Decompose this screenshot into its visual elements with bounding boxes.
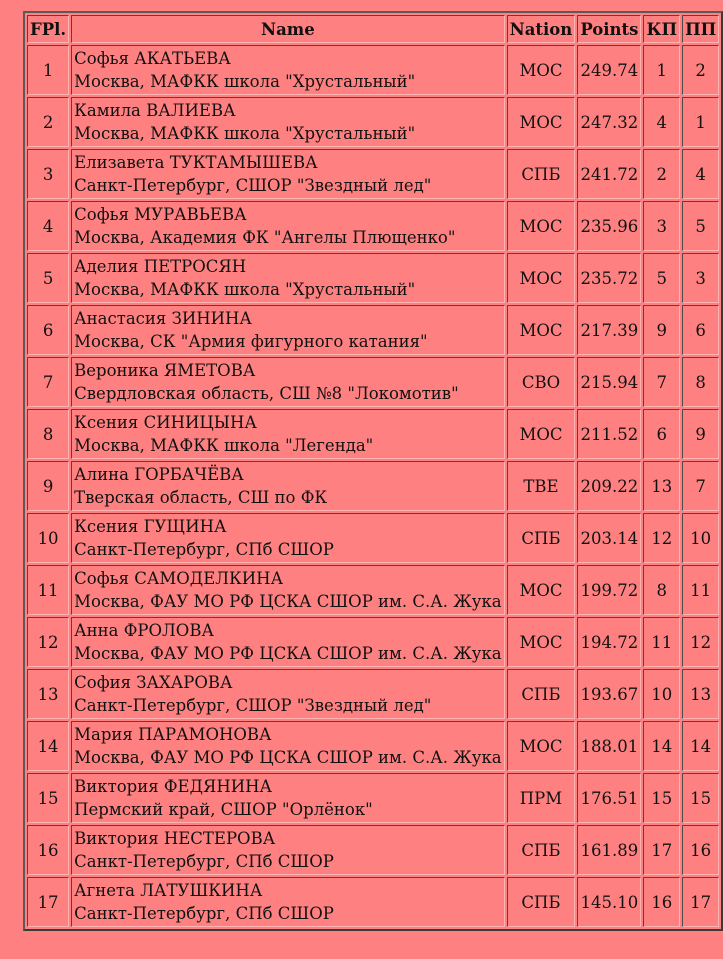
name-cell [71, 409, 505, 459]
skater-name: София ЗАХАРОВА [74, 673, 233, 692]
points-cell: 209.22 [577, 461, 641, 511]
skater-name: Аделия ПЕТРОСЯН [74, 257, 247, 276]
nation-cell: СПБ [507, 825, 576, 875]
skater-club: Москва, СК "Армия фигурного катания" [74, 332, 428, 351]
nation-cell: ПРМ [507, 773, 576, 823]
skater-name: Вероника ЯМЕТОВА [74, 361, 256, 380]
points-cell: 193.67 [577, 669, 641, 719]
skater-name: Софья АКАТЬЕВА [74, 49, 231, 68]
name-cell [71, 617, 505, 667]
short-program-rank-cell: 2 [643, 149, 680, 199]
table-header [27, 15, 719, 43]
table-row [27, 773, 719, 823]
skater-name: Софья МУРАВЬЕВА [74, 205, 247, 224]
skater-name: Анна ФРОЛОВА [74, 621, 214, 640]
skater-club: Москва, Академия ФК "Ангелы Плющенко" [74, 228, 456, 247]
place-cell: 14 [27, 721, 69, 771]
free-program-rank-cell: 11 [682, 565, 719, 615]
skater-club: Санкт-Петербург, СШОР "Звездный лед" [74, 176, 432, 195]
skater-club: Санкт-Петербург, СШОР "Звездный лед" [74, 696, 432, 715]
place-cell: 5 [27, 253, 69, 303]
short-program-rank-cell: 8 [643, 565, 680, 615]
place-cell: 3 [27, 149, 69, 199]
name-cell [71, 825, 505, 875]
free-program-rank-cell: 7 [682, 461, 719, 511]
table-row [27, 149, 719, 199]
skater-name: Агнета ЛАТУШКИНА [74, 881, 263, 900]
skater-name: Ксения СИНИЦЫНА [74, 413, 257, 432]
skater-name: Камила ВАЛИЕВА [74, 101, 236, 120]
name-cell [71, 253, 505, 303]
short-program-rank-cell: 16 [643, 877, 680, 927]
name-cell [71, 305, 505, 355]
table-row [27, 617, 719, 667]
table-body [27, 45, 719, 927]
points-cell: 241.72 [577, 149, 641, 199]
free-program-rank-cell: 15 [682, 773, 719, 823]
skater-name: Мария ПАРАМОНОВА [74, 725, 272, 744]
nation-cell: МОС [507, 97, 576, 147]
short-program-rank-cell: 9 [643, 305, 680, 355]
name-cell [71, 461, 505, 511]
name-cell [71, 97, 505, 147]
points-cell: 188.01 [577, 721, 641, 771]
points-cell: 176.51 [577, 773, 641, 823]
place-cell: 13 [27, 669, 69, 719]
table-row [27, 409, 719, 459]
short-program-rank-cell: 10 [643, 669, 680, 719]
free-program-rank-cell: 1 [682, 97, 719, 147]
points-cell: 215.94 [577, 357, 641, 407]
skater-club: Москва, ФАУ МО РФ ЦСКА СШОР им. С.А. Жука [74, 748, 502, 767]
short-program-rank-cell: 12 [643, 513, 680, 563]
place-cell: 1 [27, 45, 69, 95]
short-program-rank-cell: 1 [643, 45, 680, 95]
free-program-rank-cell: 16 [682, 825, 719, 875]
free-program-rank-cell: 3 [682, 253, 719, 303]
skater-name: Алина ГОРБАЧЁВА [74, 465, 244, 484]
name-cell [71, 45, 505, 95]
table-row [27, 45, 719, 95]
place-cell: 2 [27, 97, 69, 147]
nation-cell: МОС [507, 617, 576, 667]
name-cell [71, 669, 505, 719]
table-row [27, 305, 719, 355]
name-cell [71, 773, 505, 823]
free-program-rank-cell: 8 [682, 357, 719, 407]
name-cell [71, 149, 505, 199]
table-row [27, 97, 719, 147]
table-row [27, 201, 719, 251]
nation-cell: СВО [507, 357, 576, 407]
skater-name: Софья САМОДЕЛКИНА [74, 569, 284, 588]
points-cell: 161.89 [577, 825, 641, 875]
short-program-rank-cell: 13 [643, 461, 680, 511]
nation-cell: СПБ [507, 513, 576, 563]
skater-club: Москва, ФАУ МО РФ ЦСКА СШОР им. С.А. Жука [74, 644, 502, 663]
header-pp: ПП [682, 15, 719, 43]
points-cell: 194.72 [577, 617, 641, 667]
skater-name: Елизавета ТУКТАМЫШЕВА [74, 153, 318, 172]
short-program-rank-cell: 11 [643, 617, 680, 667]
header-row [27, 15, 719, 43]
skater-name: Виктория НЕСТЕРОВА [74, 829, 276, 848]
table-row [27, 669, 719, 719]
points-cell: 211.52 [577, 409, 641, 459]
results-table-container [23, 11, 723, 931]
nation-cell: МОС [507, 565, 576, 615]
free-program-rank-cell: 10 [682, 513, 719, 563]
name-cell [71, 721, 505, 771]
nation-cell: СПБ [507, 877, 576, 927]
nation-cell: ТВЕ [507, 461, 576, 511]
free-program-rank-cell: 9 [682, 409, 719, 459]
short-program-rank-cell: 14 [643, 721, 680, 771]
place-cell: 6 [27, 305, 69, 355]
skater-club: Пермский край, СШОР "Орлёнок" [74, 800, 373, 819]
nation-cell: МОС [507, 305, 576, 355]
points-cell: 249.74 [577, 45, 641, 95]
points-cell: 199.72 [577, 565, 641, 615]
free-program-rank-cell: 13 [682, 669, 719, 719]
short-program-rank-cell: 15 [643, 773, 680, 823]
points-cell: 145.10 [577, 877, 641, 927]
short-program-rank-cell: 4 [643, 97, 680, 147]
free-program-rank-cell: 14 [682, 721, 719, 771]
points-cell: 247.32 [577, 97, 641, 147]
skater-club: Тверская область, СШ по ФК [74, 488, 328, 507]
nation-cell: МОС [507, 409, 576, 459]
points-cell: 235.96 [577, 201, 641, 251]
place-cell: 9 [27, 461, 69, 511]
skater-club: Свердловская область, СШ №8 "Локомотив" [74, 384, 459, 403]
points-cell: 235.72 [577, 253, 641, 303]
table-row [27, 721, 719, 771]
header-kp: КП [643, 15, 680, 43]
table-row [27, 357, 719, 407]
skater-club: Москва, МАФКК школа "Хрустальный" [74, 72, 416, 91]
place-cell: 11 [27, 565, 69, 615]
short-program-rank-cell: 7 [643, 357, 680, 407]
points-cell: 203.14 [577, 513, 641, 563]
short-program-rank-cell: 5 [643, 253, 680, 303]
skater-club: Москва, ФАУ МО РФ ЦСКА СШОР им. С.А. Жука [74, 592, 502, 611]
table-row [27, 877, 719, 927]
table-row [27, 461, 719, 511]
place-cell: 16 [27, 825, 69, 875]
place-cell: 8 [27, 409, 69, 459]
skater-club: Москва, МАФКК школа "Легенда" [74, 436, 374, 455]
free-program-rank-cell: 5 [682, 201, 719, 251]
points-cell: 217.39 [577, 305, 641, 355]
place-cell: 10 [27, 513, 69, 563]
skater-name: Ксения ГУЩИНА [74, 517, 227, 536]
nation-cell: МОС [507, 721, 576, 771]
skater-name: Виктория ФЕДЯНИНА [74, 777, 272, 796]
skater-club: Санкт-Петербург, СПб СШОР [74, 852, 334, 871]
free-program-rank-cell: 12 [682, 617, 719, 667]
free-program-rank-cell: 4 [682, 149, 719, 199]
name-cell [71, 565, 505, 615]
free-program-rank-cell: 17 [682, 877, 719, 927]
free-program-rank-cell: 2 [682, 45, 719, 95]
nation-cell: СПБ [507, 149, 576, 199]
nation-cell: МОС [507, 45, 576, 95]
short-program-rank-cell: 3 [643, 201, 680, 251]
skater-club: Санкт-Петербург, СПб СШОР [74, 904, 334, 923]
place-cell: 4 [27, 201, 69, 251]
table-row [27, 565, 719, 615]
header-points: Points [577, 15, 641, 43]
table-row [27, 253, 719, 303]
free-program-rank-cell: 6 [682, 305, 719, 355]
nation-cell: МОС [507, 201, 576, 251]
name-cell [71, 513, 505, 563]
place-cell: 15 [27, 773, 69, 823]
short-program-rank-cell: 6 [643, 409, 680, 459]
place-cell: 17 [27, 877, 69, 927]
skater-club: Москва, МАФКК школа "Хрустальный" [74, 124, 416, 143]
nation-cell: МОС [507, 253, 576, 303]
skater-name: Анастасия ЗИНИНА [74, 309, 252, 328]
results-table [23, 11, 723, 931]
name-cell [71, 877, 505, 927]
place-cell: 7 [27, 357, 69, 407]
place-cell: 12 [27, 617, 69, 667]
skater-club: Санкт-Петербург, СПб СШОР [74, 540, 334, 559]
skater-club: Москва, МАФКК школа "Хрустальный" [74, 280, 416, 299]
nation-cell: СПБ [507, 669, 576, 719]
name-cell [71, 357, 505, 407]
header-name: Name [71, 15, 505, 43]
header-place: FPl. [27, 15, 69, 43]
short-program-rank-cell: 17 [643, 825, 680, 875]
table-row [27, 513, 719, 563]
name-cell [71, 201, 505, 251]
table-row [27, 825, 719, 875]
header-nation: Nation [507, 15, 576, 43]
